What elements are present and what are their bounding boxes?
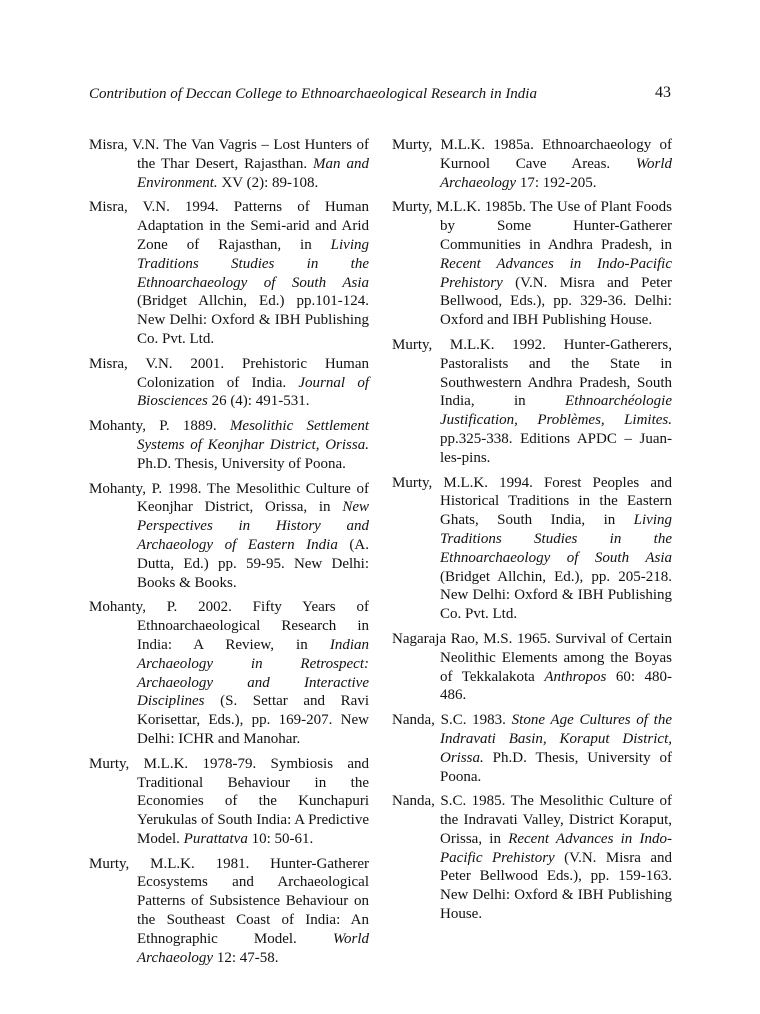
reference-entry bbox=[392, 136, 672, 192]
reference-italic-text: Journal of Biosciences bbox=[137, 374, 369, 410]
reference-text: (Bridget Allchin, Ed.), pp. 205-218. New Delhi: Oxford & IBH Publishing Co. Pvt. Ltd. bbox=[440, 568, 672, 623]
reference-italic-text: Recent Advances in Indo-Pacific Prehistory bbox=[440, 830, 672, 866]
reference-entry bbox=[89, 755, 369, 849]
reference-entry bbox=[89, 480, 369, 593]
reference-text: Misra, V.N. 2001. Prehistoric Human Colonization of India. bbox=[89, 355, 369, 391]
reference-entry bbox=[89, 855, 369, 968]
reference-text: (S. Settar and Ravi Korisettar, Eds.), pp. 169-207. New Delhi: ICHR and Manohar. bbox=[137, 693, 369, 747]
reference-italic-text: World Archaeology bbox=[440, 155, 672, 191]
reference-column-left bbox=[89, 136, 369, 973]
reference-entry bbox=[89, 198, 369, 348]
reference-text: Mohanty, P. 1889. bbox=[89, 418, 230, 435]
reference-italic-text: Anthropos bbox=[544, 668, 607, 685]
reference-text: Misra, V.N. 1994. Patterns of Human Adaptation in the Semi-arid and Arid Zone of Rajasthan, in bbox=[89, 199, 369, 253]
reference-italic-text: Recent Advances in Indo-Pacific Prehistory bbox=[440, 255, 672, 291]
reference-text: Mohanty, P. 1998. The Mesolithic Culture of Keonjhar District, Orissa, in bbox=[89, 480, 369, 516]
running-title: Contribution of Deccan College to Ethnoarchaeological Research in India bbox=[89, 86, 537, 102]
reference-entry bbox=[89, 355, 369, 411]
reference-italic-text: Stone Age Cultures of the Indravati Basin, Koraput District, Orissa. bbox=[440, 712, 673, 766]
reference-entry bbox=[392, 711, 672, 786]
reference-italic-text: Man and Environment. bbox=[137, 155, 369, 191]
reference-text: Mohanty, P. 2002. Fifty Years of Ethnoarchaeological Research in India: A Review, in bbox=[89, 599, 369, 653]
reference-text: 12: 47-58. bbox=[213, 949, 279, 966]
reference-italic-text: Living Traditions Studies in the Ethnoarchaeology of South Asia bbox=[137, 236, 369, 291]
reference-italic-text: Ethnoarchéologie Justification, Problèmes, Limites. bbox=[440, 393, 672, 429]
reference-text: Murty, M.L.K. 1985a. Ethnoarchaeology of Kurnool Cave Areas. bbox=[392, 137, 672, 172]
page-number: 43 bbox=[655, 84, 671, 101]
reference-text: Ph.D. Thesis, University of Poona. bbox=[440, 749, 672, 785]
reference-text: (Bridget Allchin, Ed.) pp.101-124. New Delhi: Oxford & IBH Publishing Co. Pvt. Ltd. bbox=[137, 293, 369, 347]
reference-text: Misra, V.N. The Van Vagris – Lost Hunters of the Thar Desert, Rajasthan. bbox=[89, 137, 369, 172]
reference-text: Murty, M.L.K. 1992. Hunter-Gatherers, Pastoralists and the State in Southwestern Andhra Pradesh, South India, in bbox=[392, 336, 672, 410]
reference-text: (V.N. Misra and Peter Bellwood, Eds.), pp. 329-36. Delhi: Oxford and IBH Publishing House. bbox=[440, 274, 672, 329]
reference-text: Murty, M.L.K. 1994. Forest Peoples and Historical Traditions in the Eastern Ghats, South India, in bbox=[392, 474, 672, 529]
reference-entry bbox=[392, 198, 672, 330]
reference-text: Murty, M.L.K. 1978-79. Symbiosis and Traditional Behaviour in the Economies of the Kunchapuri Yerukulas of South India: A Predictive Model. bbox=[89, 755, 369, 847]
reference-column-right bbox=[392, 136, 672, 930]
reference-text: 26 (4): 491-531. bbox=[207, 393, 310, 410]
reference-text: 17: 192-205. bbox=[516, 174, 597, 191]
reference-italic-text: Living Traditions Studies in the Ethnoarchaeology of South Asia bbox=[440, 512, 672, 566]
reference-entry bbox=[89, 417, 369, 473]
running-head bbox=[89, 86, 669, 103]
reference-text: Ph.D. Thesis, University of Poona. bbox=[137, 455, 346, 472]
reference-entry bbox=[89, 598, 369, 748]
reference-italic-text: New Perspectives in History and Archaeology of Eastern India bbox=[137, 499, 369, 553]
reference-text: Nagaraja Rao, M.S. 1965. Survival of Certain Neolithic Elements among the Boyas of Tekkalakota bbox=[392, 630, 672, 685]
reference-italic-text: World Archaeology bbox=[137, 930, 369, 966]
reference-text: pp.325-338. Editions APDC – Juan-les-pins. bbox=[440, 430, 672, 466]
reference-text: (V.N. Misra and Peter Bellwood Eds.), pp. 159-163. New Delhi: Oxford & IBH Publishing House. bbox=[440, 849, 672, 923]
reference-entry bbox=[392, 474, 672, 624]
reference-entry bbox=[89, 136, 369, 192]
reference-text: (A. Dutta, Ed.) pp. 59-95. New Delhi: Books & Books. bbox=[137, 536, 370, 591]
reference-text: 60: 480-486. bbox=[440, 668, 672, 704]
reference-entry bbox=[392, 336, 672, 468]
reference-text: Murty, M.L.K. 1985b. The Use of Plant Foods by Some Hunter-Gatherer Communities in Andhra Pradesh, in bbox=[392, 199, 672, 253]
reference-text: Murty, M.L.K. 1981. Hunter-Gatherer Ecosystems and Archaeological Patterns of Subsistence Behaviour on the Southeast Coast of India: An Ethnographic Model. bbox=[89, 855, 369, 947]
reference-text: Nanda, S.C. 1983. bbox=[392, 712, 512, 729]
reference-entry bbox=[392, 630, 672, 705]
reference-text: 10: 50-61. bbox=[247, 830, 314, 847]
reference-italic-text: Purattatva bbox=[183, 830, 248, 847]
reference-text: Nanda, S.C. 1985. The Mesolithic Culture of the Indravati Valley, District Koraput, Orissa, in bbox=[392, 793, 672, 847]
reference-text: XV (2): 89-108. bbox=[217, 174, 319, 191]
reference-entry bbox=[392, 792, 672, 924]
reference-italic-text: Indian Archaeology in Retrospect: Archaeology and Interactive Disciplines bbox=[137, 636, 369, 710]
reference-italic-text: Mesolithic Settlement Systems of Keonjhar District, Orissa. bbox=[137, 418, 370, 453]
